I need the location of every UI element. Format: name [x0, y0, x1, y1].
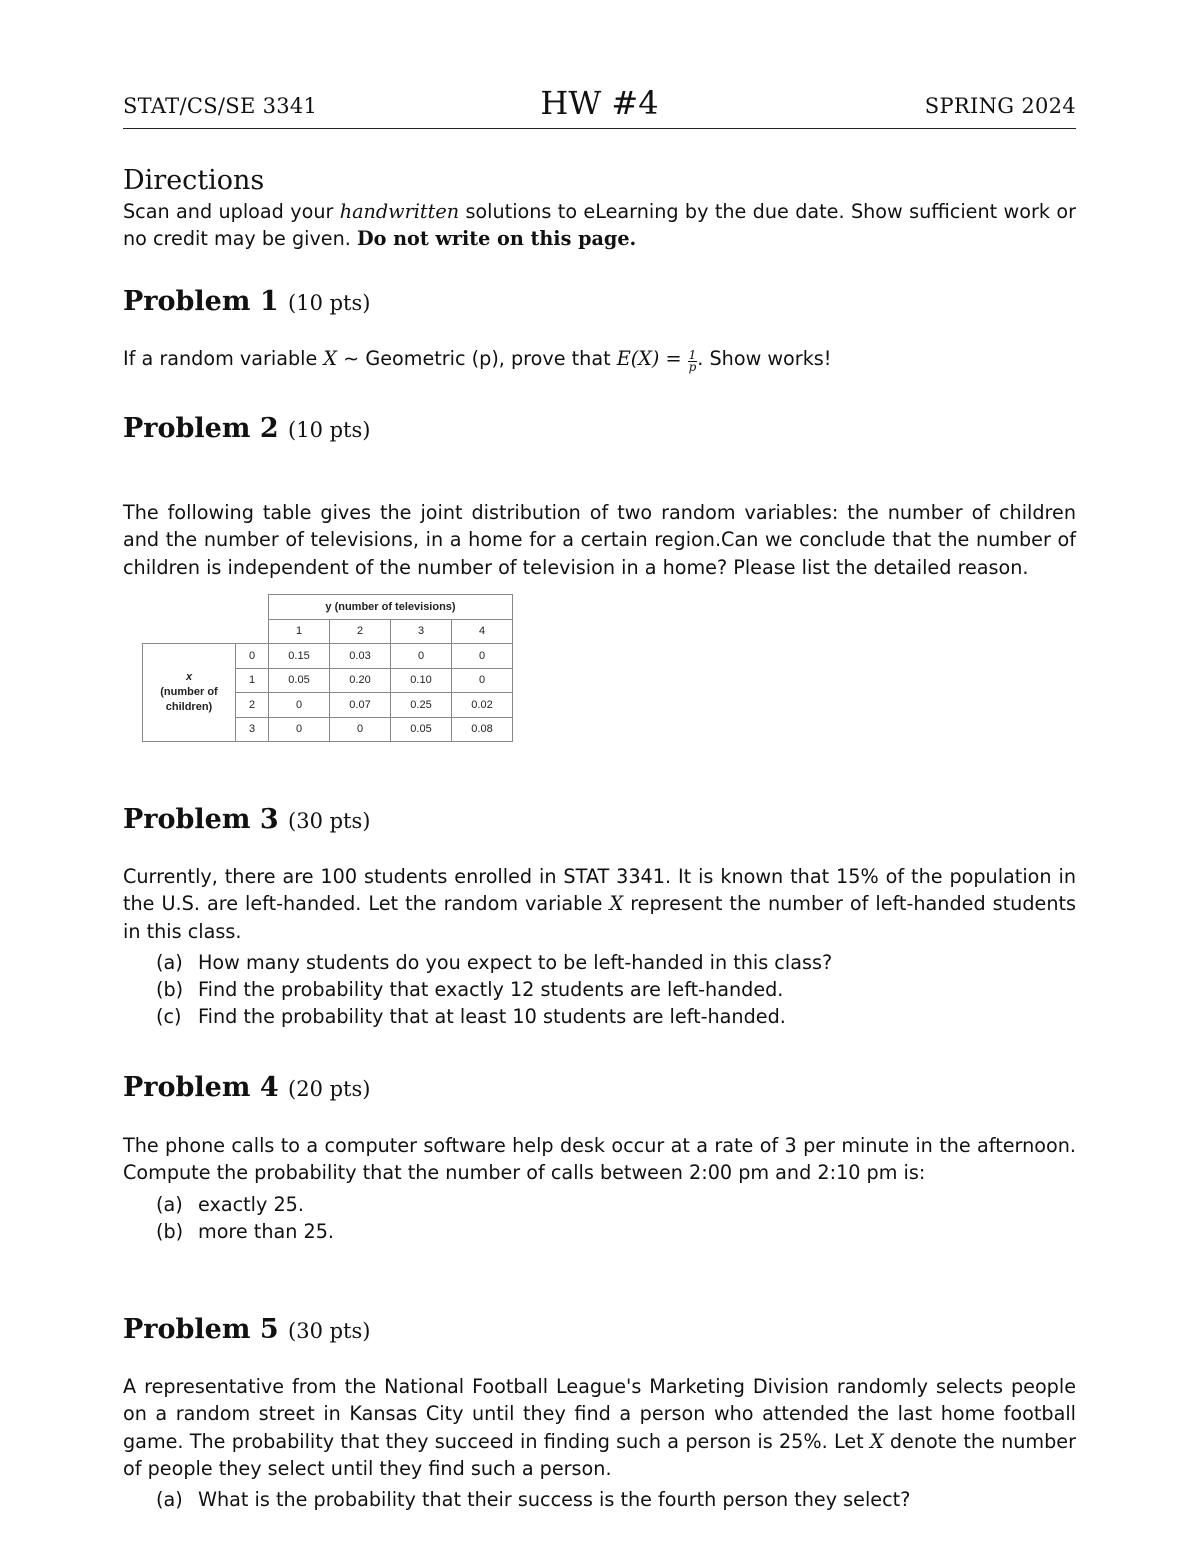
problem-4-title: Problem 4 (20 pts)	[123, 1072, 371, 1103]
table-blank-cell	[236, 595, 269, 620]
col-label: 3	[391, 619, 452, 644]
course-code: STAT/CS/SE 3341	[123, 94, 318, 118]
table-cell: 0.05	[391, 717, 452, 742]
fraction-one-over-p: $\frac{1}{p}$	[688, 348, 697, 374]
row-group-header: x (number of children)	[143, 644, 236, 742]
assignment-title: HW #4	[540, 84, 659, 122]
problem-5	[123, 1314, 1076, 1345]
problem-3-text: Currently, there are 100 students enrolled in STAT 3341. It is known that 15% of the population in the U.S. are left-handed. Let the random variable X represent the number of left-handed students in this class.	[123, 865, 1076, 943]
list-item: (a) What is the probability that their success is the fourth person they select?	[156, 1488, 911, 1512]
table-cell: 0.07	[330, 693, 391, 718]
problem-1	[123, 286, 1076, 317]
table-cell: 0	[391, 644, 452, 669]
table-cell: 0	[330, 717, 391, 742]
problem-2-text: The following table gives the joint distribution of two random variables: the number of children and the number of televisions, in a home for a certain region.Can we conclude that the number of children is independent of the number of television in a home? Please list the detailed reason.	[123, 501, 1076, 579]
table-cell: 0.10	[391, 668, 452, 693]
table-cell: 0.15	[269, 644, 330, 669]
problem-5-body	[123, 1373, 1076, 1513]
table-cell: 0.20	[330, 668, 391, 693]
row-label: 1	[236, 668, 269, 693]
table-cell: 0.03	[330, 644, 391, 669]
table-row	[143, 644, 513, 669]
problem-3	[123, 804, 1076, 835]
problem-1-text: If a random variable X ∼ Geometric (p), prove that E(X) = $\frac{1}{p}$ . Show works!	[123, 347, 832, 374]
row-label: 0	[236, 644, 269, 669]
table-cell: 0.25	[391, 693, 452, 718]
problem-2-title: Problem 2 (10 pts)	[123, 413, 371, 444]
list-item: (c) Find the probability that at least 10 students are left-handed.	[156, 1005, 786, 1029]
table-column-labels	[143, 619, 513, 644]
term-label: SPRING 2024	[924, 94, 1076, 118]
problem-3-body	[123, 863, 1076, 1031]
problem-5-parts	[123, 1486, 1076, 1513]
header-rule	[123, 128, 1076, 129]
row-label: 3	[236, 717, 269, 742]
col-label: 4	[452, 619, 513, 644]
list-item: (a) How many students do you expect to be left-handed in this class?	[156, 950, 833, 974]
row-label: 2	[236, 693, 269, 718]
table-cell: 0.08	[452, 717, 513, 742]
problem-4	[123, 1072, 1076, 1103]
problem-2	[123, 413, 1076, 444]
list-item: (a) exactly 25.	[156, 1192, 304, 1216]
directions-section	[123, 165, 1076, 253]
table-cell: 0.05	[269, 668, 330, 693]
problem-4-body	[123, 1132, 1076, 1245]
column-group-header: y (number of televisions)	[269, 595, 513, 620]
table-header-row	[143, 595, 513, 620]
table-cell: 0.02	[452, 693, 513, 718]
directions-title: Directions	[123, 165, 265, 196]
list-item: (b) more than 25.	[156, 1219, 335, 1243]
col-label: 1	[269, 619, 330, 644]
table-blank-cell	[143, 595, 236, 620]
table-cell: 0	[452, 668, 513, 693]
table-cell: 0	[452, 644, 513, 669]
problem-5-text: A representative from the National Football League's Marketing Division randomly selects people on a random street in Kansas City until they find a person who attended the last home football game. The probability that they succeed in finding such a person is 25%. Let X denote the number of people they select until they find such a person.	[123, 1375, 1076, 1480]
joint-distribution-table	[142, 594, 513, 742]
problem-3-parts	[123, 949, 1076, 1031]
table-cell: 0	[269, 693, 330, 718]
problem-4-text: The phone calls to a computer software help desk occur at a rate of 3 per minute in the afternoon. Compute the probability that the number of calls between 2:00 pm and 2:10 pm is:	[123, 1134, 1076, 1185]
problem-4-parts	[123, 1191, 1076, 1246]
list-item: (b) Find the probability that exactly 12 students are left-handed.	[156, 978, 784, 1002]
page-header	[123, 84, 1076, 128]
problem-1-title: Problem 1 (10 pts)	[123, 286, 371, 317]
table-cell: 0	[269, 717, 330, 742]
directions-text: Scan and upload your handwritten solutions to eLearning by the due date. Show sufficient work or no credit may be given. Do not write on this page.	[123, 200, 1076, 251]
problem-5-title: Problem 5 (30 pts)	[123, 1314, 371, 1345]
problem-3-title: Problem 3 (30 pts)	[123, 804, 371, 835]
col-label: 2	[330, 619, 391, 644]
